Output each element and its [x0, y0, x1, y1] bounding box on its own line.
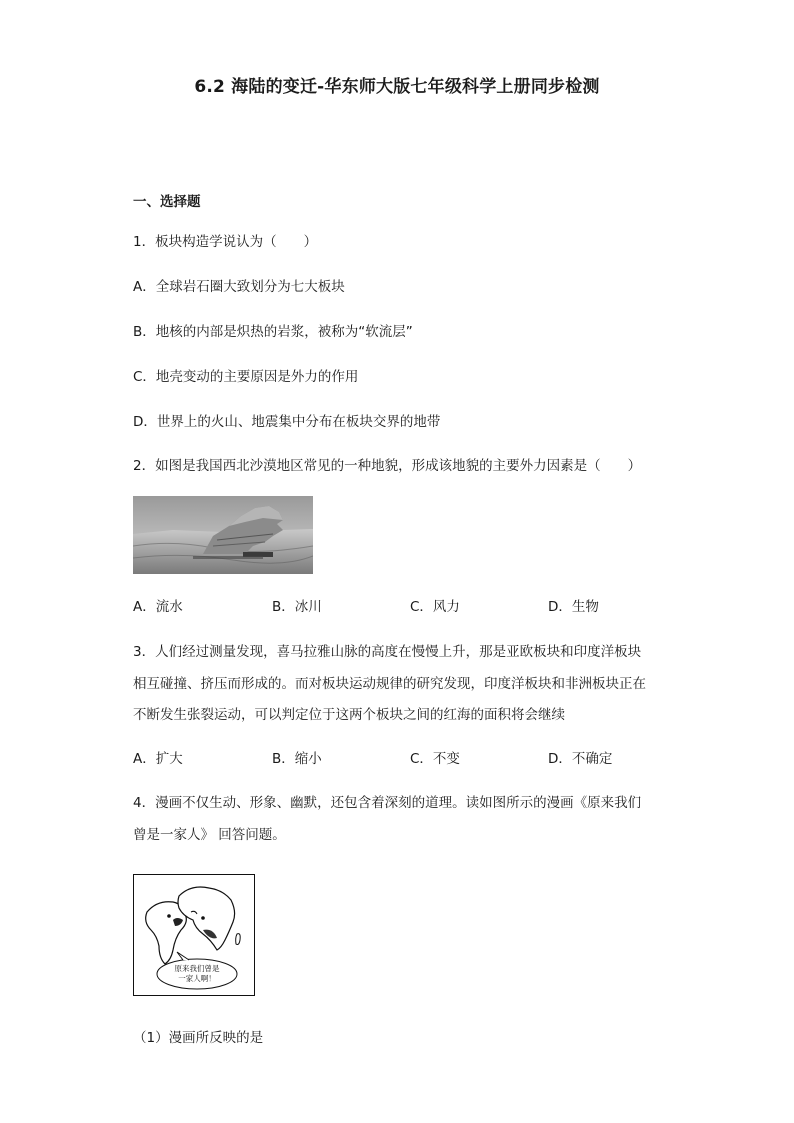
question-2-option-d: D．生物	[548, 599, 599, 615]
desert-landform-photo	[133, 496, 313, 574]
question-2-option-c: C．风力	[410, 599, 460, 615]
question-3-line-3: 不断发生张裂运动，可以判定位于这两个板块之间的红海的面积将会继续	[133, 707, 565, 723]
continents-cartoon	[133, 874, 255, 996]
question-3-line-2: 相互碰撞、挤压而形成的。而对板块运动规律的研究发现，印度洋板块和非洲板块正在	[133, 676, 646, 692]
question-2-option-a: A．流水	[133, 599, 183, 615]
question-3-option-d: D．不确定	[548, 751, 613, 767]
question-1-option-a: A．全球岩石圈大致划分为七大板块	[133, 279, 345, 295]
section-heading: 一、选择题	[133, 194, 201, 210]
question-3-option-c: C．不变	[410, 751, 460, 767]
page-title: 6.2 海陆的变迁-华东师大版七年级科学上册同步检测	[194, 77, 600, 97]
question-1-option-b: B．地核的内部是炽热的岩浆，被称为“软流层”	[133, 324, 413, 340]
question-3-line-1: 3．人们经过测量发现，喜马拉雅山脉的高度在慢慢上升，那是亚欧板块和印度洋板块	[133, 644, 642, 660]
question-1-stem: 1．板块构造学说认为（ ）	[133, 234, 318, 250]
question-1-option-c: C．地壳变动的主要原因是外力的作用	[133, 369, 359, 385]
cartoon-caption-line-1: 原来我们曾是	[174, 964, 220, 973]
question-4-line-2: 曾是一家人》 回答问题。	[133, 827, 286, 843]
question-4-sub-1: （1）漫画所反映的是	[133, 1030, 264, 1046]
question-3-option-b: B．缩小	[272, 751, 322, 767]
question-3-option-a: A．扩大	[133, 751, 183, 767]
cartoon-caption-line-2: 一家人啊！	[178, 974, 216, 983]
question-2-stem: 2．如图是我国西北沙漠地区常见的一种地貌，形成该地貌的主要外力因素是（ ）	[133, 458, 642, 474]
question-2-option-b: B．冰川	[272, 599, 322, 615]
question-4-line-1: 4．漫画不仅生动、形象、幽默，还包含着深刻的道理。读如图所示的漫画《原来我们	[133, 795, 642, 811]
question-1-option-d: D．世界上的火山、地震集中分布在板块交界的地带	[133, 414, 441, 430]
